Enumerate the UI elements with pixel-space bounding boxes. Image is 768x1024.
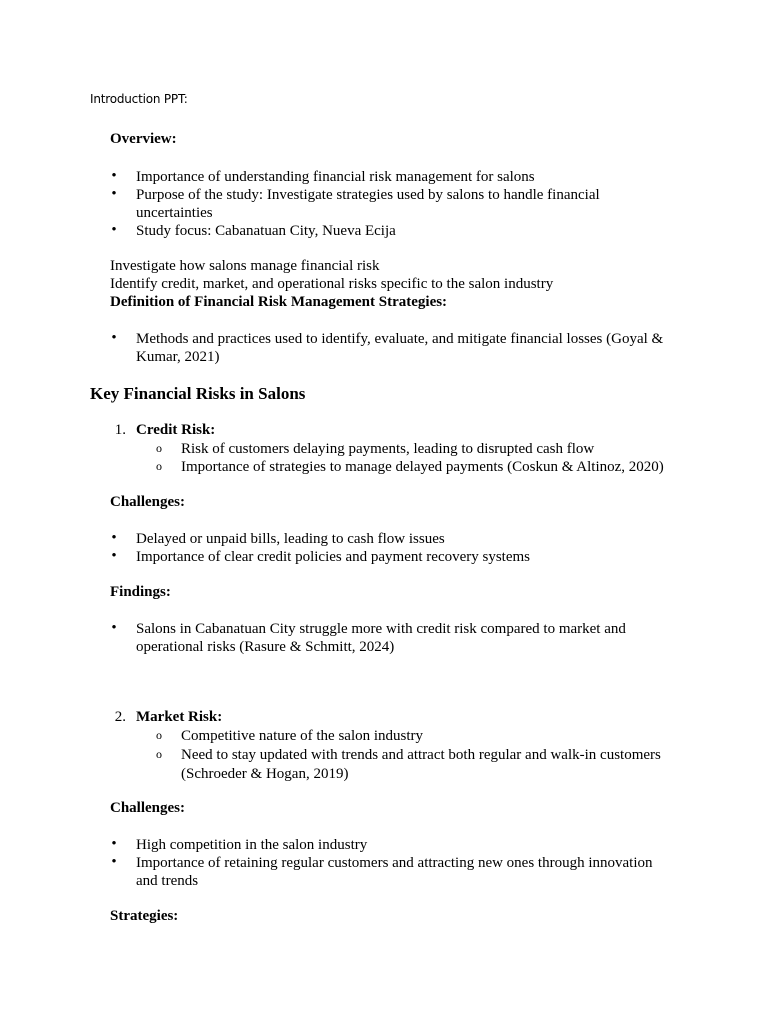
overview-heading: Overview:: [110, 131, 177, 147]
market-risk-number: 2.: [114, 709, 126, 725]
bullet-marker: •: [111, 222, 117, 238]
definition-bullet-1: Methods and practices used to identify, evaluate, and mitigate financial losses (Goyal & Kumar, 2021): [136, 331, 664, 365]
definition-heading: Definition of Financial Risk Management Strategies:: [110, 294, 448, 310]
overview-line-1: Investigate how salons manage financial risk: [110, 258, 380, 274]
market-risk-title: Market Risk:: [136, 709, 223, 725]
bullet-marker: •: [111, 186, 117, 202]
bullet-marker: •: [111, 620, 117, 636]
overview-bullet-1: Importance of understanding financial risk management for salons: [136, 169, 535, 185]
credit-findings-heading: Findings:: [110, 584, 171, 600]
market-challenge-2: Importance of retaining regular customers and attracting new ones through innovation and trends: [136, 855, 653, 889]
market-strategies-heading: Strategies:: [110, 908, 179, 924]
bullet-marker: •: [111, 168, 117, 184]
overview-bullet-3: Study focus: Cabanatuan City, Nueva Ecija: [136, 223, 396, 239]
bullet-marker: •: [111, 854, 117, 870]
credit-risk-subitem-1: Risk of customers delaying payments, leading to disrupted cash flow: [181, 441, 595, 457]
bullet-marker: •: [111, 548, 117, 564]
intro-title: Introduction PPT:: [90, 92, 188, 106]
market-challenge-1: High competition in the salon industry: [136, 837, 368, 853]
bullet-marker: •: [111, 530, 117, 546]
market-risk-subitem-2: Need to stay updated with trends and attract both regular and walk-in customers (Schroeder & Hogan, 2019): [181, 747, 661, 782]
market-risk-subitem-1: Competitive nature of the salon industry: [181, 728, 424, 744]
bullet-marker: •: [111, 836, 117, 852]
credit-risk-number: 1.: [114, 422, 126, 438]
sub-bullet-marker: o: [156, 459, 162, 473]
credit-finding-1: Salons in Cabanatuan City struggle more with credit risk compared to market and operational risks (Rasure & Schmitt, 2024): [136, 621, 626, 655]
credit-risk-title: Credit Risk:: [136, 422, 216, 438]
bullet-marker: •: [111, 330, 117, 346]
key-risks-title: Key Financial Risks in Salons: [90, 384, 306, 403]
overview-bullet-2: Purpose of the study: Investigate strategies used by salons to handle financial uncertainties: [136, 187, 600, 221]
credit-challenge-1: Delayed or unpaid bills, leading to cash flow issues: [136, 531, 445, 547]
credit-challenges-heading: Challenges:: [110, 494, 185, 510]
sub-bullet-marker: o: [156, 747, 162, 761]
credit-risk-subitem-2: Importance of strategies to manage delayed payments (Coskun & Altinoz, 2020): [181, 459, 664, 475]
overview-line-2: Identify credit, market, and operational risks specific to the salon industry: [110, 276, 554, 292]
sub-bullet-marker: o: [156, 441, 162, 455]
market-challenges-heading: Challenges:: [110, 800, 185, 816]
credit-challenge-2: Importance of clear credit policies and payment recovery systems: [136, 549, 531, 565]
sub-bullet-marker: o: [156, 728, 162, 742]
